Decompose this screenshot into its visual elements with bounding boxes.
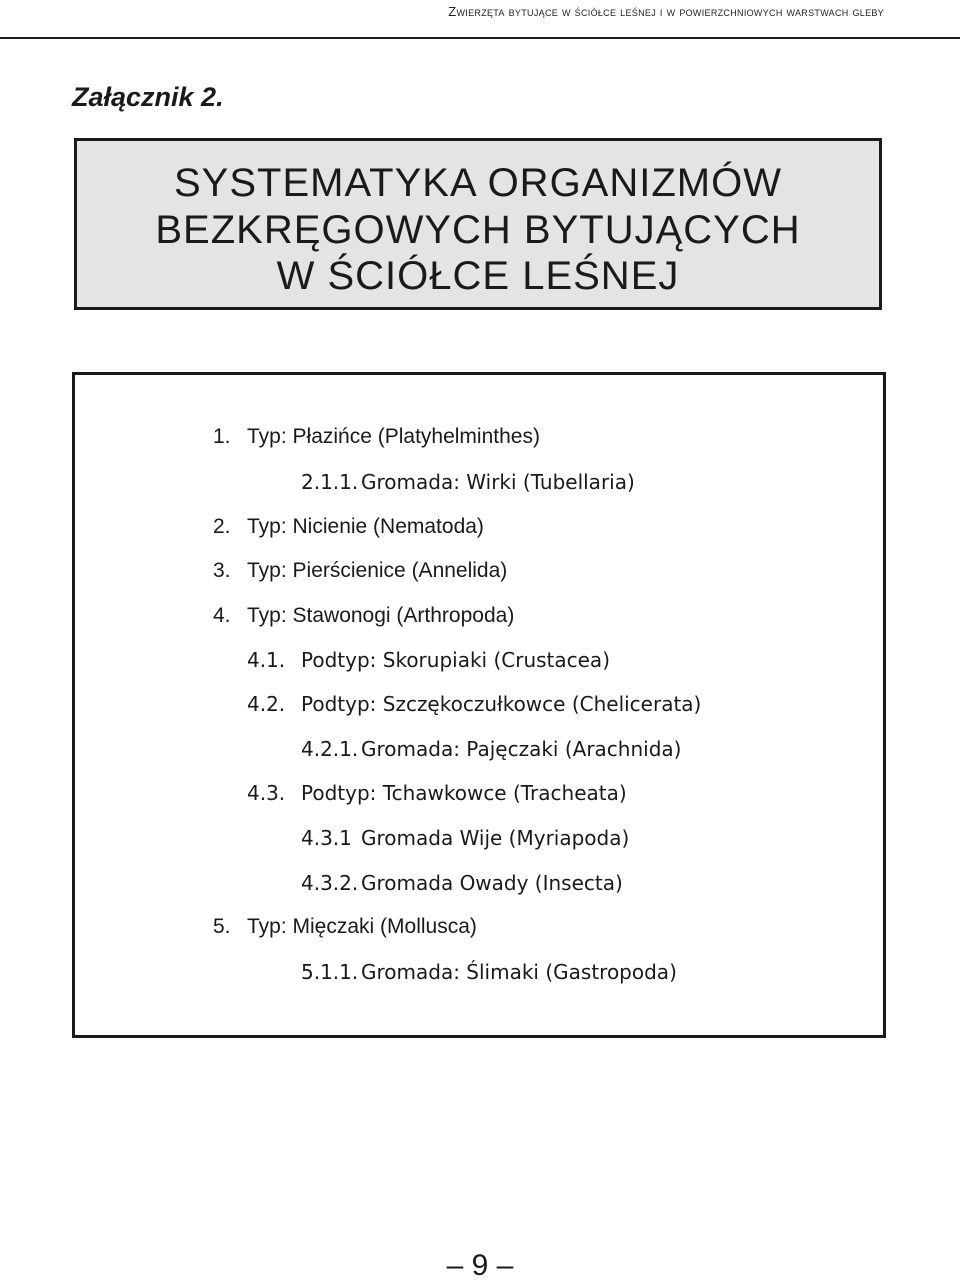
list-item [213, 604, 514, 628]
item-text: Podtyp: Tchawkowce (Tracheata) [301, 781, 627, 805]
item-number: 4.2.1. [301, 737, 359, 761]
title-line-3: W ŚCIÓŁCE LEŚNEJ [276, 254, 680, 298]
title-line-2: BEZKRĘGOWYCH BYTUJĄCYCH [155, 208, 801, 252]
item-number: 5. [213, 915, 231, 938]
item-number: 1. [213, 425, 231, 448]
item-number: 4.2. [247, 692, 286, 716]
item-number: 4.1. [247, 648, 286, 672]
item-number: 3. [213, 559, 231, 582]
item-text: Podtyp: Szczękoczułkowce (Chelicerata) [301, 692, 702, 716]
list-item [301, 871, 623, 895]
item-number: 4.3.2. [301, 871, 359, 895]
item-text: Typ: Pierścienice (Annelida) [247, 559, 508, 582]
item-number: 4.3.1 [301, 826, 352, 850]
list-item [301, 470, 635, 494]
item-text: Gromada Owady (Insecta) [361, 871, 623, 895]
item-number: 4. [213, 604, 231, 627]
list-item [213, 425, 540, 449]
list-item [301, 960, 677, 984]
list-item [301, 737, 681, 761]
item-number: 4.3. [247, 781, 286, 805]
list-item [213, 515, 484, 539]
header-rule [0, 37, 960, 39]
item-number: 2.1.1. [301, 470, 359, 494]
item-text: Typ: Mięczaki (Mollusca) [247, 915, 477, 938]
item-text: Gromada: Ślimaki (Gastropoda) [361, 960, 677, 984]
item-number: 5.1.1. [301, 960, 359, 984]
item-text: Typ: Płazińce (Platyhelminthes) [247, 425, 540, 448]
title-box [74, 138, 882, 310]
running-header: Zwierzęta bytujące w ściółce leśnej i w powierzchniowych warstwach gleby [448, 4, 884, 19]
list-item [247, 692, 701, 716]
item-text: Podtyp: Skorupiaki (Crustacea) [301, 648, 610, 672]
list-item [301, 826, 629, 850]
item-text: Gromada: Pajęczaki (Arachnida) [361, 737, 682, 761]
taxonomy-list [72, 372, 886, 1038]
list-item [247, 781, 627, 805]
list-item [213, 915, 477, 939]
item-text: Typ: Nicienie (Nematoda) [247, 515, 484, 538]
item-number: 2. [213, 515, 231, 538]
title-line-1: SYSTEMATYKA ORGANIZMÓW [174, 161, 782, 205]
page-number: – 9 – [446, 1249, 514, 1282]
item-text: Gromada: Wirki (Tubellaria) [361, 470, 635, 494]
item-text: Gromada Wije (Myriapoda) [361, 826, 630, 850]
list-item [213, 559, 507, 583]
list-item [247, 648, 610, 672]
item-text: Typ: Stawonogi (Arthropoda) [247, 604, 515, 627]
appendix-label: Załącznik 2. [72, 82, 224, 112]
